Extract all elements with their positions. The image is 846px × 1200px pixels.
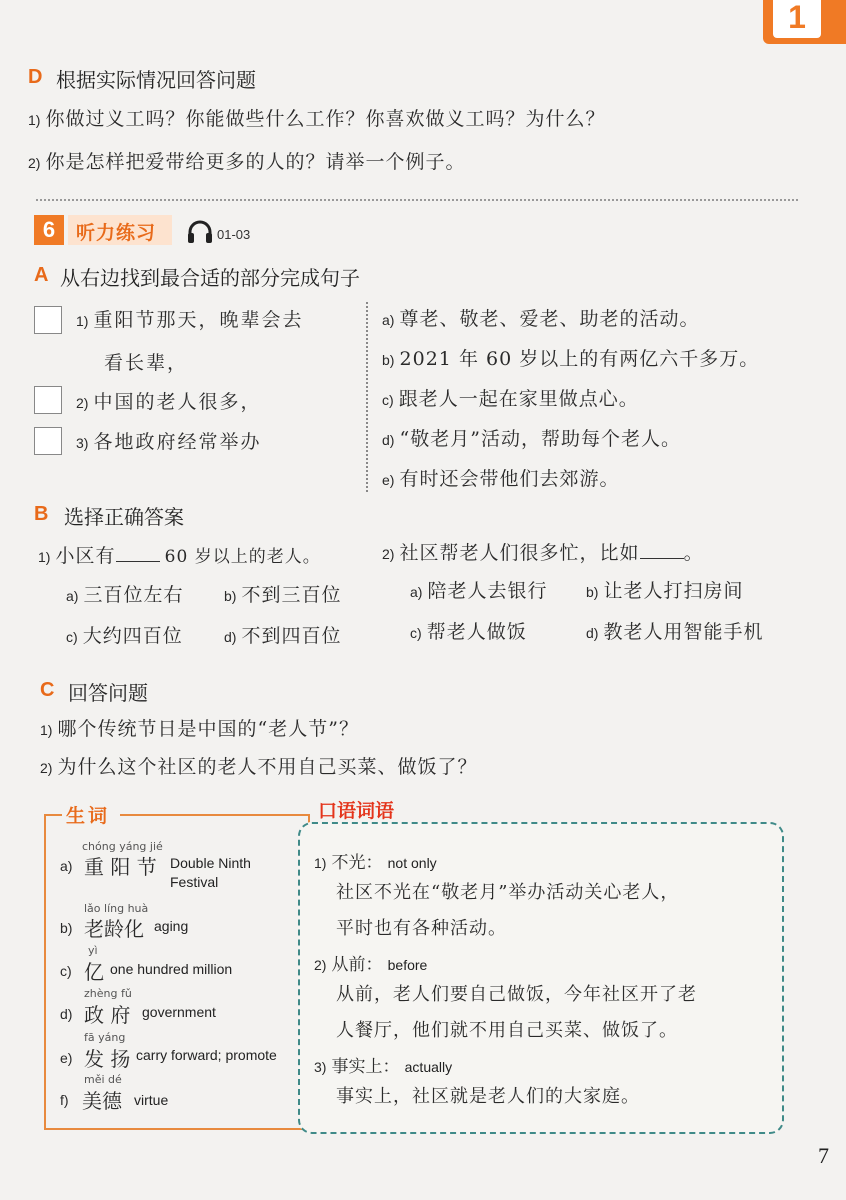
match-right-item <box>382 464 620 491</box>
option-label: d) <box>586 625 599 641</box>
oral-item-header <box>314 848 437 873</box>
question-text: 你做过义工吗？你能做些什么工作？你喜欢做义工吗？为什么？ <box>45 108 606 130</box>
section-c-question-1 <box>40 714 359 741</box>
question-number: 2) <box>382 546 395 562</box>
vocab-word: 政 府 <box>84 1003 131 1027</box>
headphones-icon[interactable] <box>186 220 214 248</box>
vocab-word: 美德 <box>82 1089 122 1113</box>
oral-example: 从前，老人们要自己做饭，今年社区开了老 <box>336 984 697 1005</box>
oral-term: 从前： <box>331 955 383 975</box>
choice-option[interactable] <box>410 617 527 644</box>
choice-option[interactable] <box>66 621 183 648</box>
question-text-pre: 社区帮老人们很多忙，比如 <box>399 542 640 564</box>
section-d-question-2 <box>28 147 466 174</box>
choice-option[interactable] <box>224 621 342 648</box>
item-number: 2) <box>76 395 89 411</box>
item-text: 重阳节那天，晚辈会去 <box>93 309 304 331</box>
option-label: c) <box>66 629 78 645</box>
oral-example: 事实上，社区就是老人们的大家庭。 <box>336 1086 640 1107</box>
section-d-question-1 <box>28 104 606 131</box>
section-b-question-1 <box>38 541 321 568</box>
vocab-english-continued: Festival <box>170 874 219 890</box>
section-a-letter: A <box>34 264 49 286</box>
option-label: e) <box>382 472 395 488</box>
vocabulary-box-border <box>120 814 310 816</box>
oral-example: 平时也有各种活动。 <box>336 918 507 939</box>
match-right-item <box>382 424 681 451</box>
choice-option[interactable] <box>224 580 342 607</box>
match-left-item <box>76 305 304 332</box>
item-number: 3) <box>76 435 89 451</box>
oral-item-header <box>314 950 427 975</box>
item-text-continued: 看长辈， <box>104 352 189 374</box>
item-number: 1) <box>76 313 89 329</box>
option-text: 尊老、敬老、爱老、助老的活动。 <box>399 308 700 330</box>
match-left-item <box>76 387 262 414</box>
vocab-word: 重 阳 节 <box>84 855 157 879</box>
vocabulary-title: 生词 <box>66 805 111 827</box>
section-6-title: 听力练习 <box>76 222 157 244</box>
option-text: 帮老人做饭 <box>426 621 527 643</box>
option-text: 2021 年 60 岁以上的有两亿六千多万。 <box>399 348 760 370</box>
choice-option[interactable] <box>586 617 764 644</box>
question-number: 1) <box>38 549 51 565</box>
oral-number: 2) <box>314 957 327 973</box>
question-text: 哪个传统节日是中国的“老人节”？ <box>57 718 359 740</box>
oral-number: 3) <box>314 1059 327 1075</box>
question-number: 1) <box>28 112 41 128</box>
option-text: 大约四百位 <box>82 625 183 647</box>
question-text: 你是怎样把爱带给更多的人的？请举一个例子。 <box>45 151 466 173</box>
column-separator <box>366 302 368 492</box>
match-right-item <box>382 304 700 331</box>
vocab-english: carry forward; promote <box>136 1047 277 1063</box>
oral-number: 1) <box>314 855 327 871</box>
section-b-question-2 <box>382 538 704 565</box>
match-right-item <box>382 344 759 371</box>
vocab-english: government <box>142 1004 216 1020</box>
page-number: 7 <box>818 1143 829 1168</box>
vocab-label: e) <box>60 1050 73 1066</box>
oral-term: 不光： <box>331 853 383 873</box>
option-text: “敬老月”活动，帮助每个老人。 <box>399 428 681 450</box>
vocab-label: d) <box>60 1006 73 1022</box>
question-text-post: 。 <box>683 542 704 564</box>
unit-tab <box>763 0 846 44</box>
vocab-english: one hundred million <box>110 961 233 977</box>
oral-item-header <box>314 1052 452 1077</box>
vocab-pinyin: měi dé <box>84 1073 122 1086</box>
oral-english: before <box>387 957 428 973</box>
question-number: 2) <box>40 760 53 776</box>
oral-example: 人餐厅，他们就不用自己买菜、做饭了。 <box>336 1020 678 1041</box>
oral-english: not only <box>387 855 437 871</box>
option-label: a) <box>382 312 395 328</box>
option-label: d) <box>224 629 237 645</box>
section-c-question-2 <box>40 752 478 779</box>
match-right-item <box>382 384 639 411</box>
vocab-label: f) <box>60 1092 69 1108</box>
option-label: d) <box>382 432 395 448</box>
item-text: 中国的老人很多， <box>93 391 262 413</box>
vocab-pinyin: zhèng fǔ <box>84 987 132 1000</box>
vocab-english: virtue <box>134 1092 169 1108</box>
vocabulary-box-border <box>44 814 62 816</box>
oral-expressions-title: 口语词语 <box>318 800 395 822</box>
option-text: 陪老人去银行 <box>427 580 548 602</box>
vocab-label: a) <box>60 858 73 874</box>
option-text: 三百位左右 <box>83 584 184 606</box>
answer-box-3[interactable] <box>34 427 62 455</box>
option-text: 教老人用智能手机 <box>603 621 764 643</box>
audio-track: 01-03 <box>217 227 251 242</box>
vocab-label: b) <box>60 920 73 936</box>
section-d-title: 根据实际情况回答问题 <box>56 68 256 92</box>
question-text: 为什么这个社区的老人不用自己买菜、做饭了？ <box>57 756 478 778</box>
option-text: 让老人打扫房间 <box>603 580 744 602</box>
section-c-letter: C <box>40 679 55 701</box>
option-label: b) <box>382 352 395 368</box>
choice-option[interactable] <box>586 576 744 603</box>
vocab-pinyin: fā yáng <box>84 1031 126 1044</box>
section-a-title: 从右边找到最合适的部分完成句子 <box>60 266 360 290</box>
item-text: 各地政府经常举办 <box>93 431 262 453</box>
vocab-pinyin: chóng yáng jié <box>82 840 163 853</box>
oral-english: actually <box>404 1059 453 1075</box>
vocab-label: c) <box>60 963 72 979</box>
vocab-english: aging <box>154 918 189 934</box>
section-d-letter: D <box>28 66 43 88</box>
option-text: 有时还会带他们去郊游。 <box>399 468 620 490</box>
answer-box-2[interactable] <box>34 386 62 414</box>
option-label: c) <box>410 625 422 641</box>
choice-option[interactable] <box>66 580 184 607</box>
match-left-item <box>76 427 262 454</box>
vocab-pinyin: lǎo líng huà <box>84 902 149 915</box>
option-label: c) <box>382 392 394 408</box>
section-divider <box>36 199 798 201</box>
vocab-word: 发 扬 <box>84 1047 131 1071</box>
option-label: b) <box>224 588 237 604</box>
question-text-post: 60 岁以上的老人。 <box>164 547 321 567</box>
option-label: b) <box>586 584 599 600</box>
section-c-title: 回答问题 <box>68 681 148 705</box>
oral-example: 社区不光在“敬老月”举办活动关心老人， <box>336 882 680 903</box>
section-b-title: 选择正确答案 <box>64 505 184 529</box>
vocab-english: Double Ninth <box>170 855 251 871</box>
vocab-word: 亿 <box>84 960 104 984</box>
option-text: 跟老人一起在家里做点心。 <box>398 388 639 410</box>
answer-blank[interactable] <box>116 545 160 562</box>
section-6-badge: 6 <box>34 215 64 245</box>
option-text: 不到四百位 <box>241 625 342 647</box>
question-text-pre: 小区有 <box>55 545 116 567</box>
question-number: 1) <box>40 722 53 738</box>
question-number: 2) <box>28 155 41 171</box>
oral-term: 事实上： <box>331 1057 400 1077</box>
section-b-letter: B <box>34 503 49 525</box>
option-label: a) <box>66 588 79 604</box>
option-label: a) <box>410 584 423 600</box>
vocab-word: 老龄化 <box>84 917 144 941</box>
answer-blank[interactable] <box>640 542 684 559</box>
answer-box-1[interactable] <box>34 306 62 334</box>
choice-option[interactable] <box>410 576 548 603</box>
vocab-pinyin: yì <box>88 944 98 957</box>
unit-number: 1 <box>773 0 821 38</box>
option-text: 不到三百位 <box>241 584 342 606</box>
